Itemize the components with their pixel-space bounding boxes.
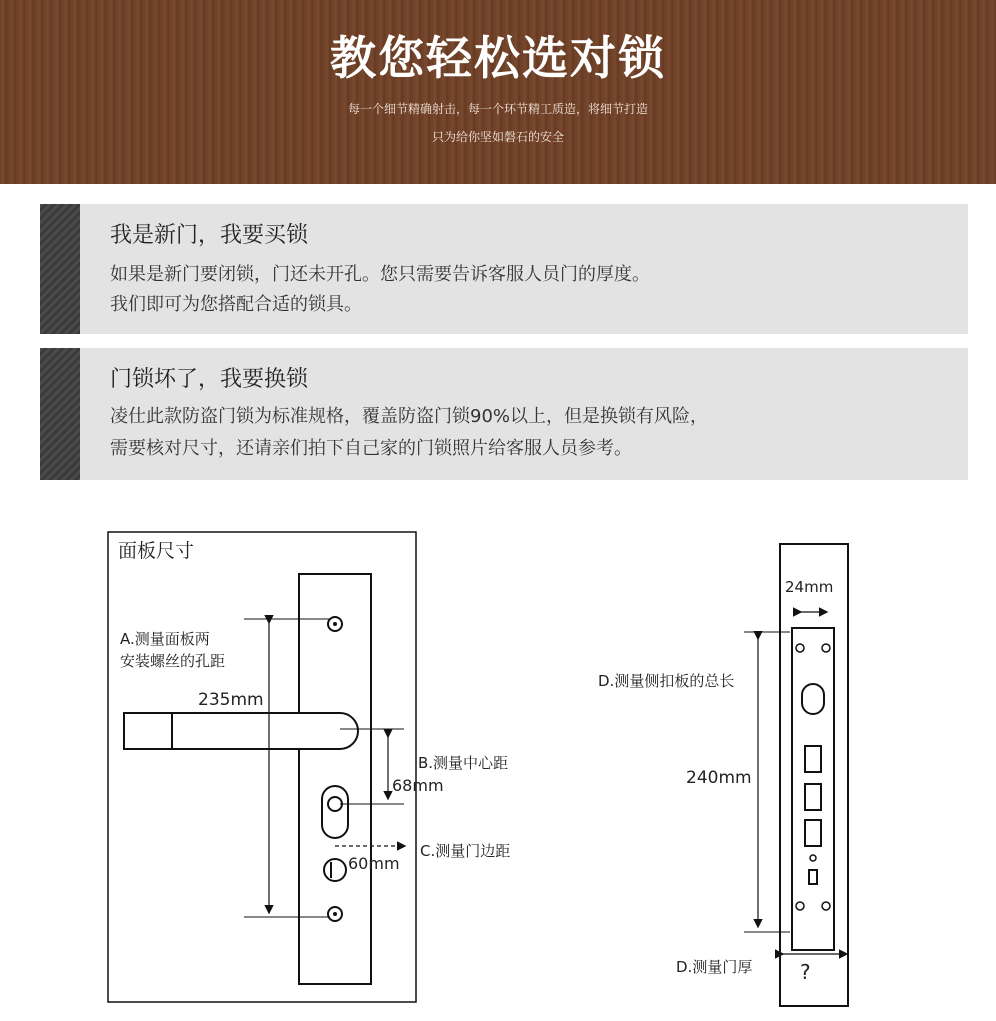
label-a-line1: A.测量面板两 bbox=[120, 630, 210, 648]
dimension-235: 235mm bbox=[198, 690, 264, 710]
card-text-line: 如果是新门要闭锁，门还未开孔。您只需要告诉客服人员门的厚度。 bbox=[110, 264, 650, 285]
lock-dimension-diagram bbox=[0, 500, 996, 1021]
header-subtitle-line2: 只为给你坚如磐石的安全 bbox=[431, 130, 564, 144]
dimension-240: 240mm bbox=[686, 768, 752, 788]
card-title: 我是新门，我要买锁 bbox=[110, 223, 309, 248]
card-text-line: 我们即可为您搭配合适的锁具。 bbox=[110, 294, 362, 315]
card-stripe bbox=[40, 204, 80, 334]
thickness-question-mark: ? bbox=[800, 960, 811, 984]
door-handle bbox=[124, 713, 358, 749]
info-card-new-door bbox=[40, 204, 968, 334]
card-text-line: 凌仕此款防盗门锁为标准规格，覆盖防盗门锁90%以上，但是换锁有风险， bbox=[110, 406, 709, 427]
label-a-line2: 安装螺丝的孔距 bbox=[120, 652, 226, 670]
dimension-24: 24mm bbox=[785, 578, 834, 596]
dimension-68: 68mm bbox=[392, 776, 444, 795]
dimension-60: 60mm bbox=[348, 854, 400, 873]
info-card-replace-lock bbox=[40, 348, 968, 480]
card-text-line: 需要核对尺寸，还请亲们拍下自己家的门锁照片给客服人员参考。 bbox=[110, 438, 632, 459]
panel-size-title: 面板尺寸 bbox=[118, 540, 195, 562]
label-d-length: D.测量侧扣板的总长 bbox=[598, 672, 735, 690]
lock-panel-plate bbox=[299, 574, 371, 984]
card-stripe bbox=[40, 348, 80, 480]
label-b: B.测量中心距 bbox=[418, 754, 509, 772]
label-d-thickness: D.测量门厚 bbox=[676, 958, 753, 976]
thumb-knob bbox=[324, 859, 346, 881]
page-title: 教您轻松选对锁 bbox=[330, 31, 666, 85]
header-banner bbox=[0, 0, 996, 184]
card-title: 门锁坏了，我要换锁 bbox=[110, 367, 309, 392]
header-subtitle-line1: 每一个细节精确射击，每一个环节精工质造，将细节打造 bbox=[347, 102, 648, 116]
label-c: C.测量门边距 bbox=[420, 842, 511, 860]
